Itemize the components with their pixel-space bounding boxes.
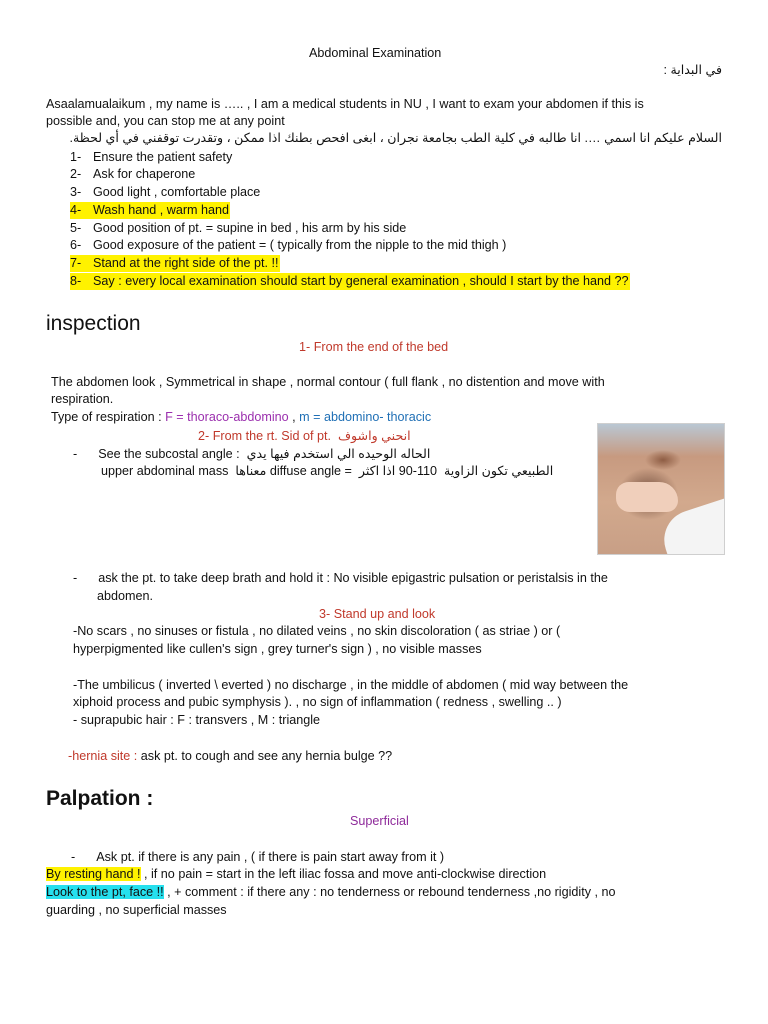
suprapubic-hair-line: - suprapubic hair : F : transvers , M : triangle — [73, 713, 321, 727]
step-3: 3- Good light , comfortable place — [70, 185, 261, 199]
scars-line-1: -No scars , no sinuses or fistula , no dilated veins , no skin discoloration ( as striae ) or ( — [73, 624, 561, 638]
guarding-line: guarding , no superficial masses — [46, 903, 227, 917]
scars-line-2: hyperpigmented like cullen's sign , grey turner's sign ) , no visible masses — [73, 642, 482, 656]
step-1: 1- Ensure the patient safety — [70, 150, 233, 164]
hernia-line: -hernia site : ask pt. to cough and see any hernia bulge ?? — [68, 749, 393, 763]
umbilicus-line-2: xiphoid process and pubic symphysis ). , no sign of inflammation ( redness , swelling .. ) — [73, 695, 562, 709]
abdomen-photo — [597, 423, 725, 555]
abdomen-look-line-1: The abdomen look , Symmetrical in shape , normal contour ( full flank , no distention and move with — [51, 375, 605, 389]
look-face-line: Look to the pt, face !! , + comment : if there any : no tenderness or rebound tenderness ,no rigidity , no — [46, 885, 616, 899]
greeting-line-2: possible and, you can stop me at any point — [46, 114, 285, 128]
inspection-heading: inspection — [46, 312, 141, 335]
step-4: 4- Wash hand , warm hand — [70, 202, 230, 219]
inspection-sub-3: 3- Stand up and look — [319, 607, 436, 621]
examiner-hand — [616, 482, 678, 512]
superficial-subheading: Superficial — [350, 814, 409, 828]
umbilicus-line-1: -The umbilicus ( inverted \ everted ) no discharge , in the middle of abdomen ( mid way between the — [73, 678, 629, 692]
step-8: 8- Say : every local examination should start by general examination , should I start by the hand ?? — [70, 273, 630, 290]
greeting-line-1: Asaalamualaikum , my name is ….. , I am a medical students in NU , I want to exam your abdomen if this is — [46, 97, 644, 111]
mass-line: upper abdominal mass معناها diffuse angle = اذا اكثر 90-110 الطبيعي تكون الزاوية — [101, 464, 554, 478]
inspection-sub-2: 2- From the rt. Sid of pt. انحني واشوف — [198, 429, 411, 443]
subcostal-line: - See the subcostal angle : الحاله الوحيده الي استخدم فيها يدي — [73, 447, 431, 461]
step-7: 7- Stand at the right side of the pt. !! — [70, 255, 280, 272]
abdomen-look-line-2: respiration. — [51, 392, 114, 406]
step-6: 6- Good exposure of the patient = ( typically from the nipple to the mid thigh ) — [70, 238, 507, 252]
inspection-sub-1: 1- From the end of the bed — [299, 340, 449, 354]
breath-line-2: abdomen. — [97, 589, 154, 603]
step-2: 2- Ask for chaperone — [70, 167, 196, 181]
page-title: Abdominal Examination — [309, 46, 442, 60]
palpation-heading: Palpation : — [46, 787, 154, 810]
step-5: 5- Good position of pt. = supine in bed , his arm by his side — [70, 221, 407, 235]
respiration-line: Type of respiration : F = thoraco-abdomino , m = abdomino- thoracic — [51, 410, 432, 424]
resting-hand-line: By resting hand ! , if no pain = start in the left iliac fossa and move anti-clockwise direction — [46, 867, 547, 881]
breath-line-1: - ask the pt. to take deep brath and hold it : No visible epigastric pulsation or peristalsis in the — [73, 571, 608, 585]
pain-line: - Ask pt. if there is any pain , ( if there is pain start away from it ) — [71, 850, 445, 864]
greeting-arabic: السلام عليكم انا اسمي …. انا طالبه في كلية الطب بجامعة نجران ، ابغى افحص بطنك اذا ممكن ، وتقدرت توقفني في أي لحظة. — [69, 131, 722, 145]
arabic-intro: في البداية : — [663, 63, 722, 77]
